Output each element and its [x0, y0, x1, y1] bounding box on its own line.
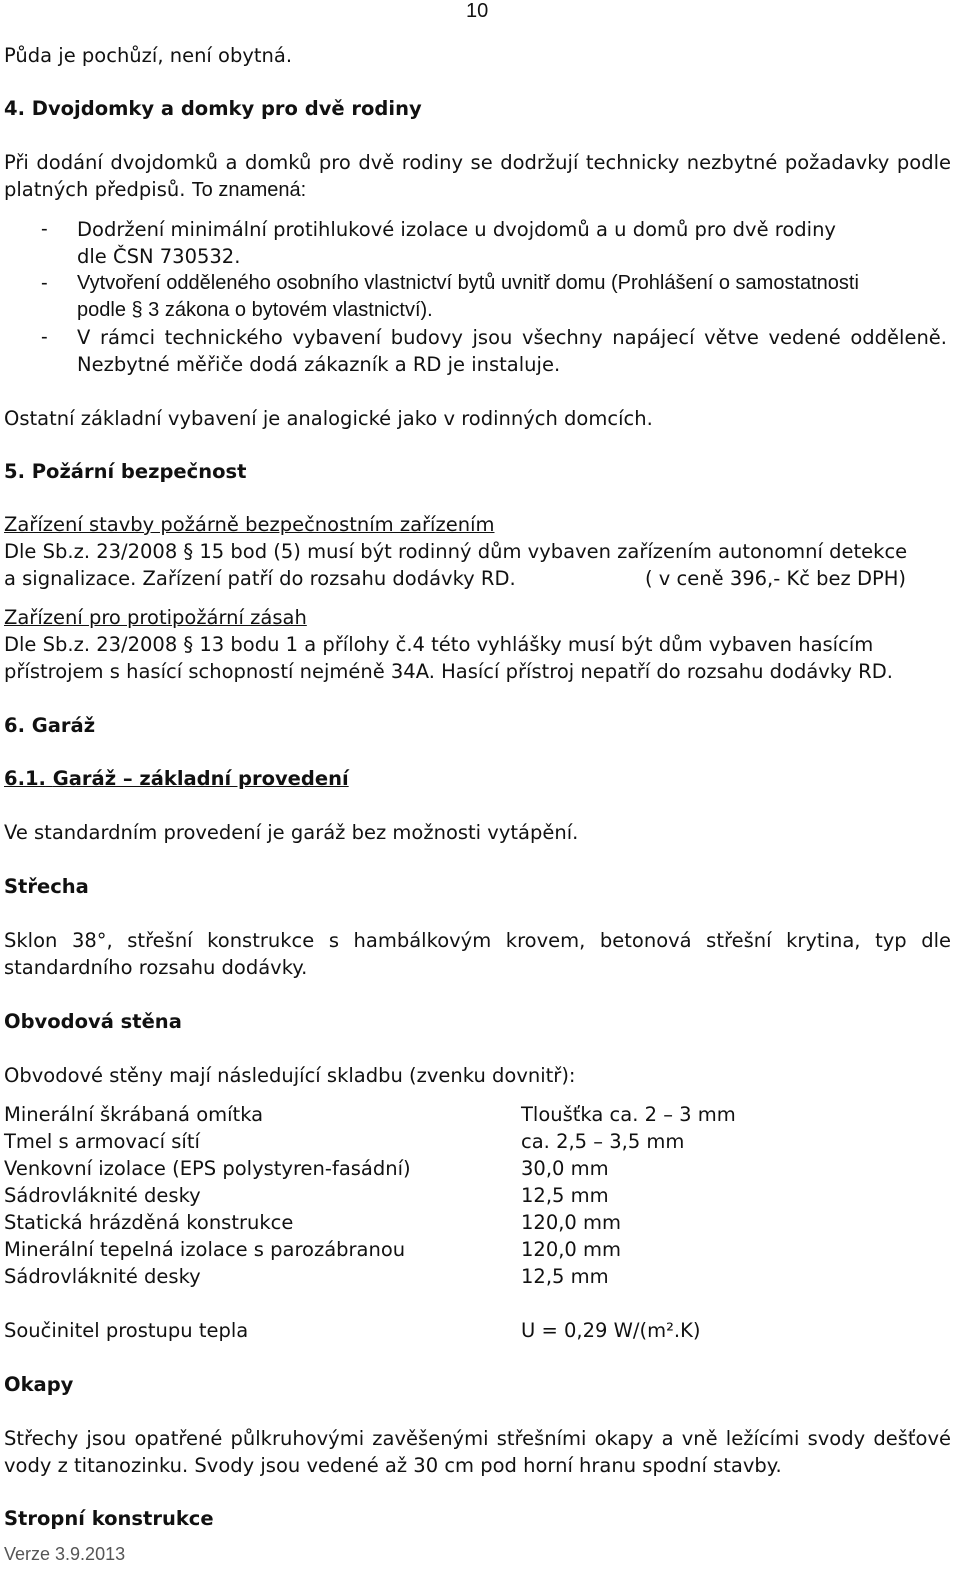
fire-extinguisher-line-2: přístrojem s hasící schopností nejméně 34A. Hasící přístroj nepatří do rozsahu dodávky RD.	[4, 660, 893, 683]
layer-thickness: Tloušťka ca. 2 – 3 mm	[521, 1103, 736, 1126]
bullet-3-line-1: V rámci technického vybavení budovy jsou všechny napájecí větve vedené odděleně.	[77, 326, 947, 349]
bullet-2-line-1: Vytvoření odděleného osobního vlastnictví bytů uvnitř domu (Prohlášení o samostatnosti	[77, 272, 859, 294]
section-4-heading: 4. Dvojdomky a domky pro dvě rodiny	[4, 97, 422, 120]
layer-thickness: 12,5 mm	[521, 1184, 609, 1207]
bullet-1-line-2: dle ČSN 730532.	[77, 245, 241, 268]
bullet-3-line-2: Nezbytné měřiče dodá zákazník a RD je instaluje.	[77, 353, 561, 376]
layer-name: Tmel s armovací sítí	[4, 1130, 200, 1153]
layer-name: Statická hrázděná konstrukce	[4, 1211, 294, 1234]
section-6-1-heading	[4, 765, 349, 792]
u-value: U = 0,29 W/(m².K)	[521, 1319, 701, 1342]
fire-extinguisher-title: Zařízení pro protipožární zásah	[4, 606, 307, 629]
layer-thickness: ca. 2,5 – 3,5 mm	[521, 1130, 685, 1153]
section-4-paragraph-line-1: Při dodání dvojdomků a domků pro dvě rodiny se dodržují technicky nezbytné požadavky podle	[4, 151, 951, 174]
section-4-paragraph-line-2	[4, 176, 306, 204]
layer-name: Venkovní izolace (EPS polystyren-fasádní)	[4, 1157, 411, 1180]
fire-detection-title: Zařízení stavby požárně bezpečnostním zařízením	[4, 513, 495, 536]
layer-name: Minerální škrábaná omítka	[4, 1103, 264, 1126]
section-5-heading: 5. Požární bezpečnost	[4, 460, 247, 483]
fire-extinguisher-line-1: Dle Sb.z. 23/2008 § 13 bodu 1 a přílohy č.4 této vyhlášky musí být dům vybaven hasícím	[4, 633, 874, 656]
layer-thickness: 120,0 mm	[521, 1211, 622, 1234]
roof-heading: Střecha	[4, 875, 89, 898]
section-6-1-number: 6.1.	[4, 767, 46, 790]
wall-heading: Obvodová stěna	[4, 1010, 182, 1033]
section-4-closing: Ostatní základní vybavení je analogické jako v rodinných domcích.	[4, 407, 653, 430]
layer-thickness: 30,0 mm	[521, 1157, 609, 1180]
garage-standard-text: Ve standardním provedení je garáž bez možnosti vytápění.	[4, 821, 579, 844]
bullet-2-line-2: podle § 3 zákona o bytovém vlastnictví).	[77, 299, 433, 321]
fire-detection-price: ( v ceně 396,- Kč bez DPH)	[645, 567, 907, 590]
bullet-dash: -	[41, 272, 48, 294]
section-6-heading: 6. Garáž	[4, 714, 96, 737]
layer-thickness: 120,0 mm	[521, 1238, 622, 1261]
intro-text: Půda je pochůzí, není obytná.	[4, 44, 293, 67]
fire-detection-line-1: Dle Sb.z. 23/2008 § 15 bod (5) musí být rodinný dům vybaven zařízením autonomní detekce	[4, 540, 908, 563]
bullet-dash: -	[41, 326, 48, 348]
layer-name: Sádrovláknité desky	[4, 1184, 201, 1207]
ceiling-heading: Stropní konstrukce	[4, 1507, 214, 1530]
u-value-label: Součinitel prostupu tepla	[4, 1319, 249, 1342]
layer-name: Sádrovláknité desky	[4, 1265, 201, 1288]
eaves-line-1: Střechy jsou opatřené půlkruhovými zavěšenými střešními okapy a vně ležícími svody dešťové	[4, 1427, 951, 1450]
layer-name: Minerální tepelná izolace s parozábranou	[4, 1238, 406, 1261]
section-6-1-title: Garáž – základní provedení	[52, 767, 349, 790]
wall-intro: Obvodové stěny mají následující skladbu (zvenku dovnitř):	[4, 1064, 576, 1087]
paragraph-text-sans: To znamená:	[191, 179, 307, 201]
bullet-dash: -	[41, 218, 48, 240]
page-number: 10	[466, 0, 489, 22]
roof-line-1: Sklon 38°, střešní konstrukce s hambálkovým krovem, betonová střešní krytina, typ dle	[4, 929, 951, 952]
fire-detection-line-2: a signalizace. Zařízení patří do rozsahu dodávky RD.	[4, 567, 516, 590]
layer-thickness: 12,5 mm	[521, 1265, 609, 1288]
eaves-line-2: vody z titanozinku. Svody jsou vedené až 30 cm pod horní hranu spodní stavby.	[4, 1454, 782, 1477]
version-footer: Verze 3.9.2013	[4, 1544, 126, 1564]
eaves-heading: Okapy	[4, 1373, 74, 1396]
roof-line-2: standardního rozsahu dodávky.	[4, 956, 308, 979]
bullet-1-line-1: Dodržení minimální protihlukové izolace u dvojdomů a u domů pro dvě rodiny	[77, 218, 836, 241]
paragraph-text: platných předpisů.	[4, 178, 186, 201]
